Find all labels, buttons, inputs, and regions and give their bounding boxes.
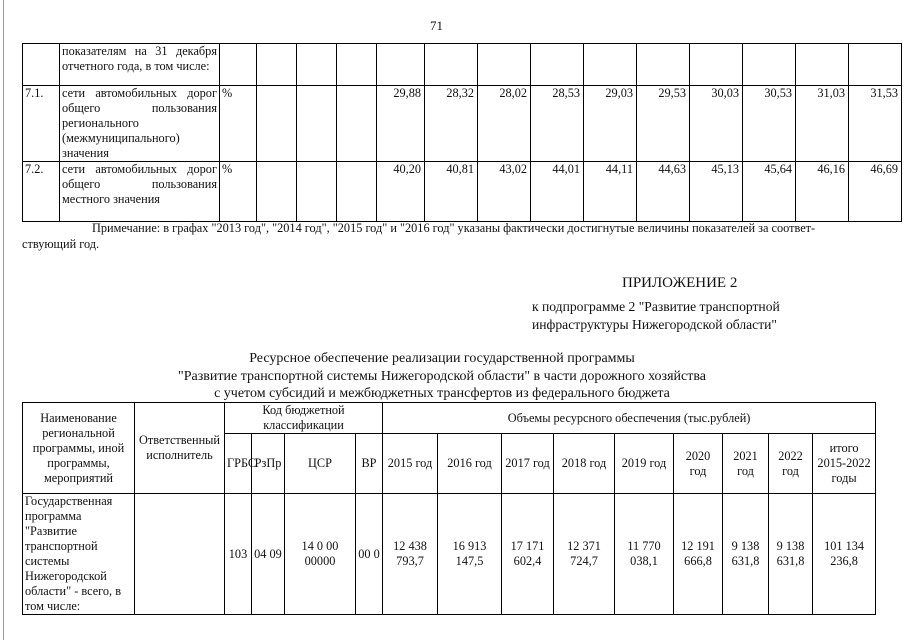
header-vr: ВР — [356, 434, 383, 494]
scan-margin-line — [3, 0, 4, 640]
cell — [531, 44, 584, 86]
page-number: 71 — [430, 18, 443, 33]
appendix-subtitle-line: инфраструктуры Нижегородской области" — [532, 317, 777, 332]
header-year: 2018 год — [554, 434, 615, 494]
value-cell: 46,69 — [849, 162, 902, 222]
value-cell: 28,02 — [478, 86, 531, 162]
header-csr: ЦСР — [285, 434, 356, 494]
cell — [377, 44, 425, 86]
cell — [637, 44, 690, 86]
cell — [337, 162, 377, 222]
value-cell: 40,81 — [425, 162, 478, 222]
header-year: 2017 год — [502, 434, 554, 494]
cell — [257, 86, 297, 162]
indicator-name: показателям на 31 декабря отчетного года, в том числе: — [60, 44, 220, 86]
header-year: 2022 год — [769, 434, 813, 494]
note-line: ствующий год. — [22, 237, 100, 251]
header-volumes: Объемы ресурсного обеспечения (тыс.рублей) — [383, 403, 876, 434]
value-cell: 40,20 — [377, 162, 425, 222]
value-cell: 28,32 — [425, 86, 478, 162]
grbs-cell: 103 — [225, 494, 252, 615]
header-responsible: Ответственный исполнитель — [135, 403, 225, 494]
value-cell: 44,11 — [584, 162, 637, 222]
row-number: 7.2. — [23, 162, 60, 222]
header-row — [23, 403, 876, 434]
value-cell: 45,64 — [743, 162, 796, 222]
cell — [796, 44, 849, 86]
cell — [23, 44, 60, 86]
header-year: 2021 год — [723, 434, 769, 494]
value-cell: 12 438 793,7 — [383, 494, 438, 615]
cell — [297, 44, 337, 86]
cell — [337, 86, 377, 162]
header-total: итого 2015-2022 годы — [813, 434, 876, 494]
value-cell: 29,03 — [584, 86, 637, 162]
table-row — [23, 494, 876, 615]
value-cell: 28,53 — [531, 86, 584, 162]
value-cell: 9 138 631,8 — [723, 494, 769, 615]
table-row — [23, 86, 902, 162]
value-cell: 44,63 — [637, 162, 690, 222]
header-year: 2019 год — [615, 434, 674, 494]
header-year: 2020 год — [674, 434, 723, 494]
section-title: "Развитие транспортной системы Нижегородской области" в части дорожного хозяйства — [178, 369, 706, 384]
value-cell: 29,88 — [377, 86, 425, 162]
csr-cell: 14 0 00 00000 — [285, 494, 356, 615]
cell — [297, 86, 337, 162]
vr-cell: 00 0 — [356, 494, 383, 615]
section-title: Ресурсное обеспечение реализации государственной программы — [249, 351, 635, 366]
table-row — [23, 162, 902, 222]
program-name: Государственная программа "Развитие транспортной системы Нижегородской области" - всего, в том числе: — [23, 494, 135, 615]
indicator-name: сети автомобильных дорог общего пользования местного значения — [60, 162, 220, 222]
cell — [257, 44, 297, 86]
value-cell: 30,03 — [690, 86, 743, 162]
header-budget-code: Код бюджетной классификации — [225, 403, 383, 434]
cell — [690, 44, 743, 86]
unit: % — [220, 86, 257, 162]
value-cell: 12 191 666,8 — [674, 494, 723, 615]
value-cell: 29,53 — [637, 86, 690, 162]
responsible-cell — [135, 494, 225, 615]
appendix-subtitle — [532, 298, 780, 334]
value-cell: 9 138 631,8 — [769, 494, 813, 615]
cell — [425, 44, 478, 86]
table-row — [23, 44, 902, 86]
row-number: 7.1. — [23, 86, 60, 162]
header-grbs: ГРБС — [225, 434, 252, 494]
value-cell: 44,01 — [531, 162, 584, 222]
value-cell: 30,53 — [743, 86, 796, 162]
cell — [337, 44, 377, 86]
header-year: 2015 год — [383, 434, 438, 494]
cell — [584, 44, 637, 86]
value-cell: 31,53 — [849, 86, 902, 162]
header-year: 2016 год — [438, 434, 502, 494]
header-rzpr: РзПр — [252, 434, 285, 494]
value-cell: 11 770 038,1 — [615, 494, 674, 615]
cell — [220, 44, 257, 86]
value-cell: 43,02 — [478, 162, 531, 222]
value-cell: 45,13 — [690, 162, 743, 222]
unit: % — [220, 162, 257, 222]
header-name: Наименование региональной программы, иной программы, мероприятий — [23, 403, 135, 494]
cell — [478, 44, 531, 86]
value-cell: 16 913 147,5 — [438, 494, 502, 615]
indicators-table — [22, 43, 902, 222]
value-cell: 31,03 — [796, 86, 849, 162]
note-line: Примечание: в графах "2013 год", "2014 год", "2015 год" и "2016 год" указаны фактически достигнутые величины показателей за соответ- — [92, 221, 816, 235]
indicator-name: сети автомобильных дорог общего пользования регионального (межмуниципального) значения — [60, 86, 220, 162]
cell — [849, 44, 902, 86]
resource-table — [22, 402, 876, 615]
cell — [297, 162, 337, 222]
appendix-title: ПРИЛОЖЕНИЕ 2 — [622, 275, 738, 291]
section-title: с учетом субсидий и межбюджетных трансфертов из федерального бюджета — [214, 386, 670, 401]
cell — [257, 162, 297, 222]
rzpr-cell: 04 09 — [252, 494, 285, 615]
value-cell: 12 371 724,7 — [554, 494, 615, 615]
total-cell: 101 134 236,8 — [813, 494, 876, 615]
appendix-subtitle-line: к подпрограмме 2 "Развитие транспортной — [532, 299, 780, 314]
cell — [743, 44, 796, 86]
value-cell: 17 171 602,4 — [502, 494, 554, 615]
value-cell: 46,16 — [796, 162, 849, 222]
